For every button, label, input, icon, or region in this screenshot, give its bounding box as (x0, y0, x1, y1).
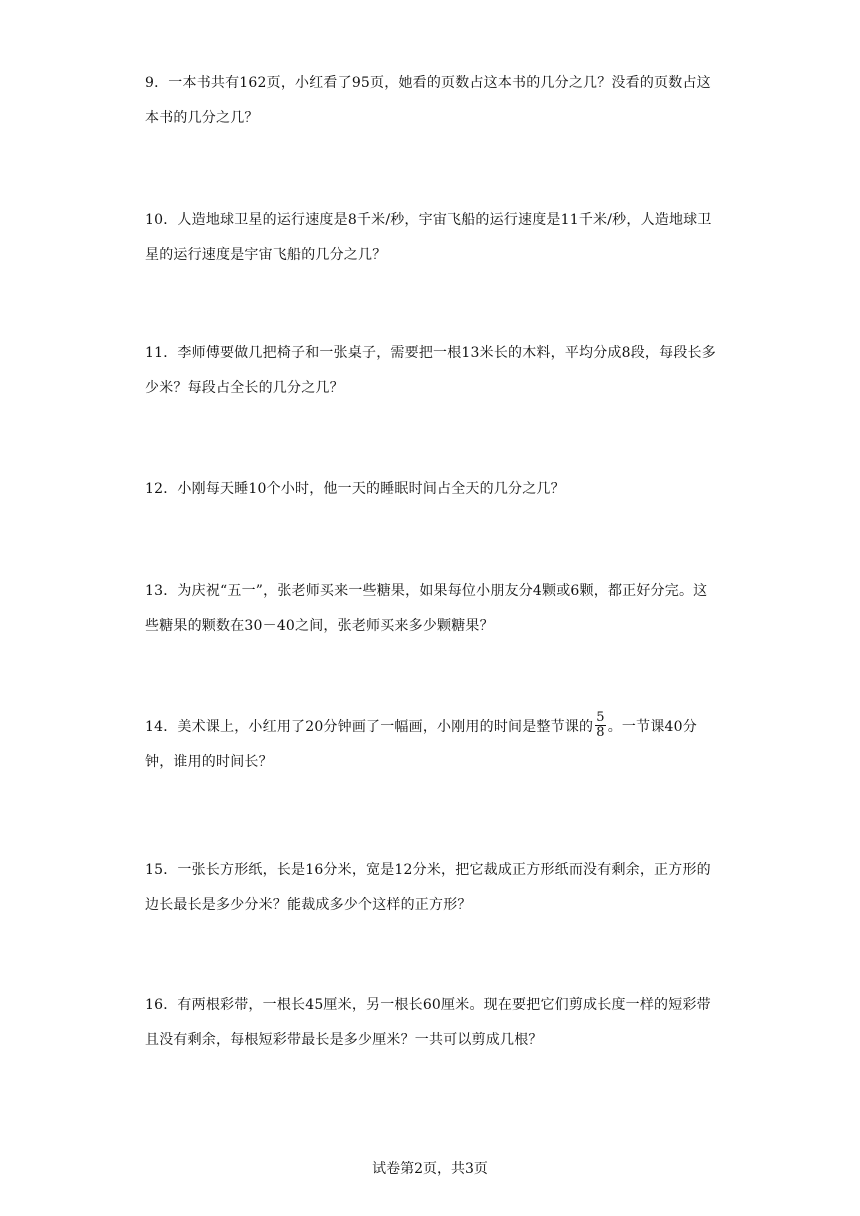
question-15-text: 15．一张长方形纸，长是16分米，宽是12分米，把它裁成正方形纸而没有剩余，正方形的边长最长是多少分米？能裁成多少个这样的正方形？ (145, 862, 711, 913)
fraction-numerator: 5 (596, 709, 605, 725)
question-14-text-before: 14．美术课上，小红用了20分钟画了一幅画，小刚用的时间是整节课的 (145, 719, 594, 735)
question-11-text: 11．李师傅要做几把椅子和一张桌子，需要把一根13米长的木料，平均分成8段，每段长多少米？每段占全长的几分之几？ (145, 345, 716, 396)
question-10-text: 10．人造地球卫星的运行速度是8千米/秒，宇宙飞船的运行速度是11千米/秒，人造地球卫星的运行速度是宇宙飞船的几分之几？ (145, 212, 712, 263)
question-9-text: 9．一本书共有162页，小红看了95页，她看的页数占这本书的几分之几？没看的页数占这本书的几分之几？ (145, 75, 711, 126)
question-9 (145, 66, 720, 136)
question-10 (145, 203, 720, 273)
question-14-text-after: 。一节课40分钟，谁用的时间长？ (145, 719, 697, 770)
question-12 (145, 472, 720, 507)
question-16-text: 16．有两根彩带，一根长45厘米，另一根长60厘米。现在要把它们剪成长度一样的短彩带且没有剩余，每根短彩带最长是多少厘米？一共可以剪成几根？ (145, 997, 711, 1048)
question-15 (145, 853, 720, 923)
question-14 (145, 710, 720, 780)
question-13-text: 13．为庆祝“五一”，张老师买来一些糖果，如果每位小朋友分4颗或6颗，都正好分完。这些糖果的颗数在30－40之间，张老师买来多少颗糖果？ (145, 583, 708, 634)
question-16 (145, 988, 720, 1058)
page-footer: 试卷第2页，共3页 (372, 1161, 488, 1177)
fraction-denominator: 8 (596, 724, 605, 740)
question-11 (145, 336, 720, 406)
fraction-five-eighths (595, 711, 605, 740)
question-13 (145, 574, 720, 644)
question-12-text: 12．小刚每天睡10个小时，他一天的睡眠时间占全天的几分之几？ (145, 481, 565, 497)
